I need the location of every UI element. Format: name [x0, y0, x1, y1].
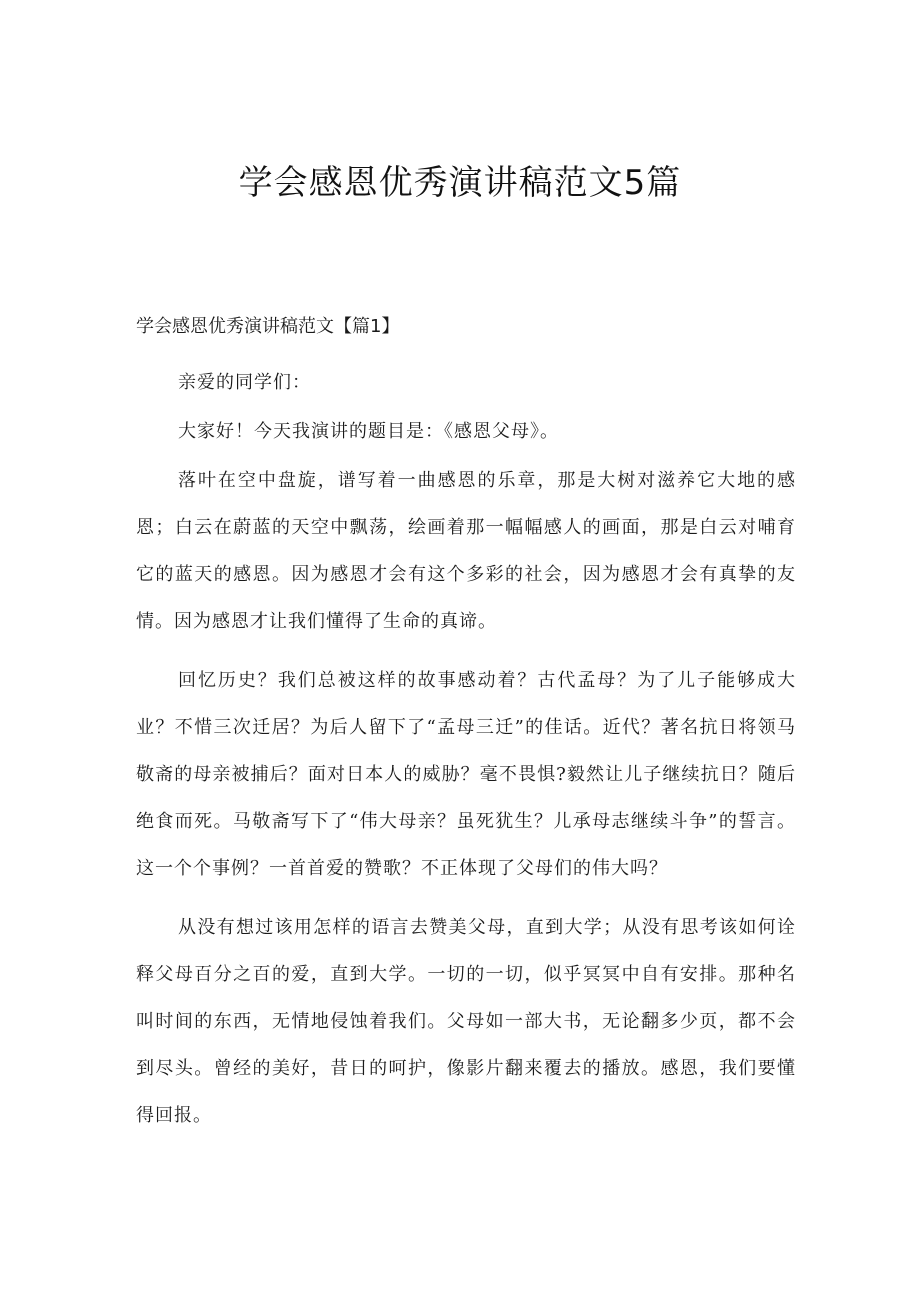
paragraph: 从没有想过该用怎样的语言去赞美父母，直到大学；从没有思考该如何诠释父母百分之百的爱，直到大学。一切的一切，似乎冥冥中自有安排。那种名叫时间的东西，无情地侵蚀着我们。父母如一部大书，无论翻多少页，都不会到尽头。曾经的美好，昔日的呵护，像影片翻来覆去的播放。感恩，我们要懂得回报。 [136, 917, 796, 1126]
paragraph: 回忆历史？我们总被这样的故事感动着？古代孟母？为了儿子能够成大业？不惜三次迁居？为后人留下了“孟母三迁”的佳话。近代？著名抗日将领马敬斋的母亲被捕后？面对日本人的威胁？毫不畏惧?毅然让儿子继续抗日？随后绝食而死。马敬斋写下了“伟大母亲？虽死犹生？儿承母志继续斗争”的誓言。这一个个事例？一首首爱的赞歌？不正体现了父母们的伟大吗？ [136, 670, 796, 879]
paragraph-greeting: 大家好！今天我演讲的题目是：《感恩父母》。 [178, 421, 559, 442]
section-heading: 学会感恩优秀演讲稿范文【篇1】 [136, 316, 400, 337]
paragraph: 落叶在空中盘旋，谱写着一曲感恩的乐章，那是大树对滋养它大地的感恩；白云在蔚蓝的天空中飘荡，绘画着那一幅幅感人的画面，那是白云对哺育它的蓝天的感恩。因为感恩才会有这个多彩的社会，因为感恩才会有真挚的友情。因为感恩才让我们懂得了生命的真谛。 [136, 470, 796, 632]
body-text [136, 359, 796, 1151]
document-title: 学会感恩优秀演讲稿范文5篇 [238, 163, 682, 203]
paragraph-salutation: 亲爱的同学们： [178, 372, 311, 393]
